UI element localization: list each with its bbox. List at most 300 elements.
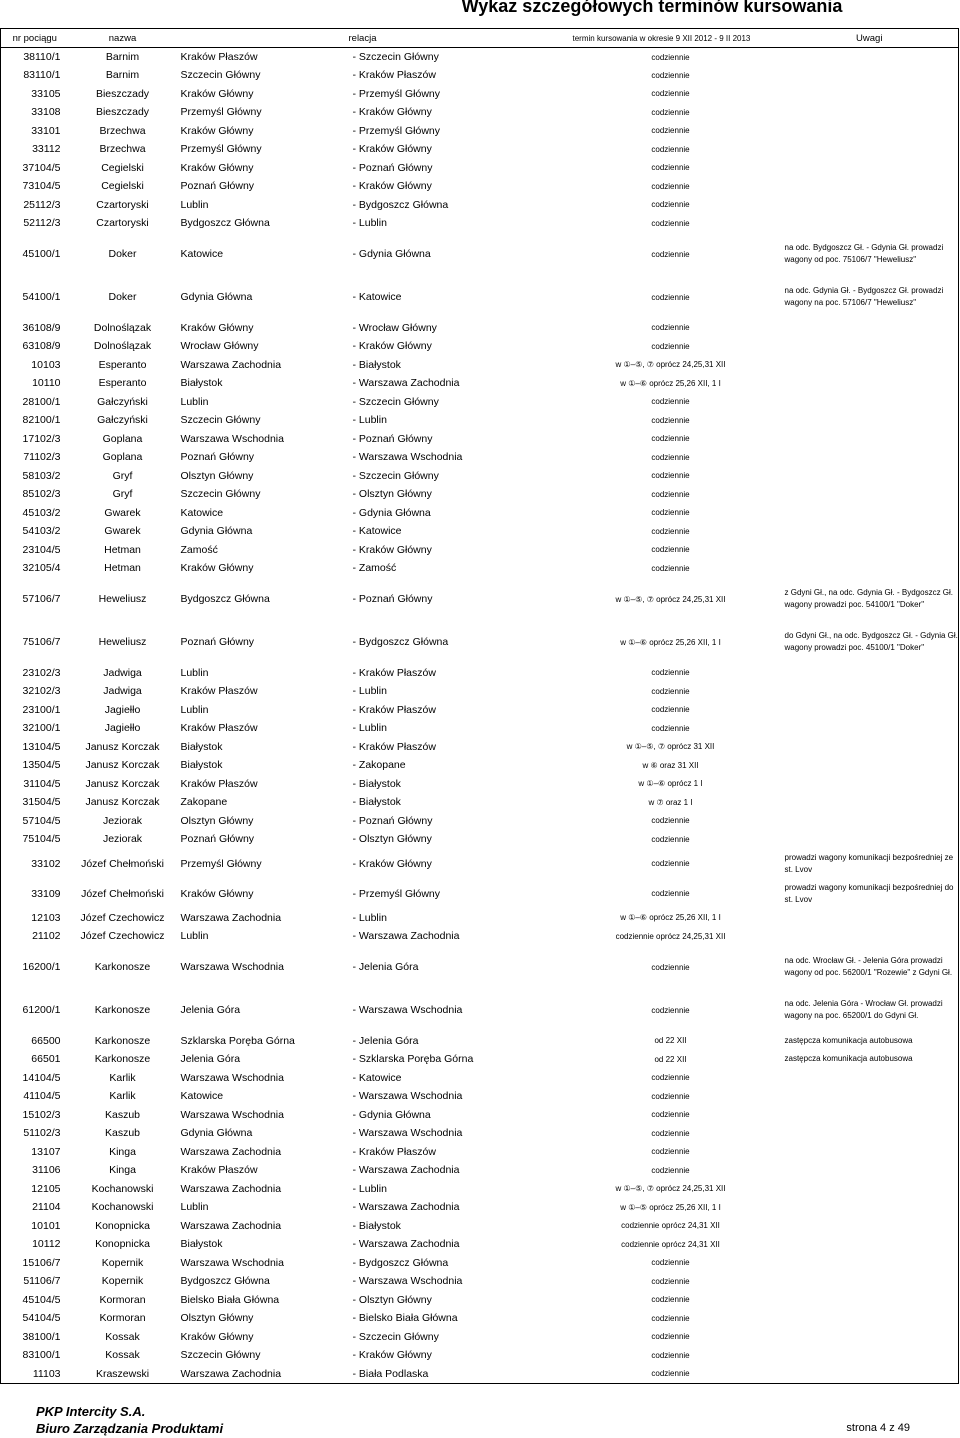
train-number: 21104 <box>1 1198 69 1217</box>
table-row <box>1 196 959 215</box>
route-from: Warszawa Zachodnia <box>180 358 282 371</box>
schedule-term: w ⑦ oraz 1 I <box>648 797 693 807</box>
route-to: - Gdynia Główna <box>352 248 431 260</box>
train-name: Konopnicka <box>95 1219 150 1232</box>
schedule-term: codziennie <box>651 1295 690 1305</box>
schedule-term: codziennie <box>651 563 690 573</box>
train-number: 45100/1 <box>1 233 69 276</box>
train-name: Kochanowski <box>91 1201 154 1214</box>
remarks: z Gdyni Gł., na odc. Gdynia Gł. - Bydgoszcz Gł. wagony prowadzi poc. 54100/1 "Doker" <box>781 578 959 621</box>
table-row <box>1 541 959 560</box>
remarks <box>781 522 959 541</box>
table-row <box>1 233 959 276</box>
train-number: 57106/7 <box>1 578 69 621</box>
schedule-term: w ①–⑥ oprócz 25,26 XII, 1 I <box>620 913 721 923</box>
schedule-term: codziennie <box>651 1165 690 1175</box>
route-from: Lublin <box>180 198 209 211</box>
train-number: 12103 <box>1 909 69 928</box>
route-to: - Katowice <box>352 291 402 303</box>
train-name: Kinga <box>109 1145 136 1158</box>
route-to: - Szczecin Główny <box>352 469 439 482</box>
schedule-term: w ⑥ oraz 31 XII <box>642 760 699 770</box>
schedule-term: codziennie <box>651 70 690 80</box>
schedule-term: codziennie <box>651 668 690 678</box>
route-to: - Warszawa Wschodnia <box>352 1275 463 1288</box>
route-from: Wrocław Główny <box>180 340 259 353</box>
table-row <box>1 559 959 578</box>
remarks <box>781 122 959 141</box>
route-to: - Katowice <box>352 525 402 538</box>
remarks <box>781 430 959 449</box>
train-number: 38100/1 <box>1 1328 69 1347</box>
table-row <box>1 1365 959 1384</box>
table-row <box>1 177 959 196</box>
route-from: Kraków Główny <box>180 887 254 900</box>
page-title: Wykaz szczegółowych terminów kursowania <box>461 0 843 16</box>
schedule-term: codziennie <box>651 686 690 696</box>
train-number: 33105 <box>1 85 69 104</box>
train-number: 25112/3 <box>1 196 69 215</box>
table-row <box>1 430 959 449</box>
route-from: Kraków Główny <box>180 562 254 575</box>
train-name: Kaszub <box>104 1108 141 1121</box>
train-number: 57104/5 <box>1 812 69 831</box>
train-number: 71102/3 <box>1 448 69 467</box>
remarks <box>781 393 959 412</box>
train-number: 12105 <box>1 1180 69 1199</box>
table-row <box>1 1235 959 1254</box>
route-to: - Kraków Płaszów <box>352 740 436 753</box>
train-number: 75106/7 <box>1 621 69 664</box>
remarks <box>781 467 959 486</box>
table-row <box>1 522 959 541</box>
schedule-term: codziennie <box>651 249 690 259</box>
remarks: do Gdyni Gł., na odc. Bydgoszcz Gł. - Gdynia Gł. wagony prowadzi poc. 45100/1 "Doker" <box>781 621 959 664</box>
table-row <box>1 756 959 775</box>
schedule-term: codziennie <box>651 1005 690 1015</box>
route-to: - Warszawa Wschodnia <box>352 1004 463 1016</box>
schedule-term: codziennie <box>651 489 690 499</box>
route-to: - Jelenia Góra <box>352 1034 419 1047</box>
table-row <box>1 1032 959 1051</box>
route-to: - Warszawa Zachodnia <box>352 1201 460 1214</box>
remarks <box>781 775 959 794</box>
table-row <box>1 830 959 849</box>
table-row <box>1 504 959 523</box>
train-number: 61200/1 <box>1 989 69 1032</box>
remarks <box>781 504 959 523</box>
header-uwagi: Uwagi <box>781 29 959 48</box>
route-from: Olsztyn Główny <box>180 469 254 482</box>
schedule-term: codziennie <box>651 452 690 462</box>
table-row <box>1 621 959 664</box>
schedule-term: codziennie <box>651 200 690 210</box>
table-header-row <box>1 29 959 48</box>
remarks <box>781 1106 959 1125</box>
train-name: Brzechwa <box>99 143 146 156</box>
route-from: Szczecin Główny <box>180 69 261 82</box>
table-row <box>1 1217 959 1236</box>
route-from: Kraków Płaszów <box>180 777 258 790</box>
route-from: Lublin <box>180 703 209 716</box>
train-name: Konopnicka <box>95 1238 150 1251</box>
train-number: 15102/3 <box>1 1106 69 1125</box>
route-from: Zamość <box>180 543 218 556</box>
route-to: - Lublin <box>352 1182 387 1195</box>
route-to: - Szklarska Poręba Górna <box>352 1053 474 1066</box>
header-termin: termin kursowania w okresie 9 XII 2012 - 9 II 2013 <box>561 29 781 48</box>
route-to: - Warszawa Wschodnia <box>352 1090 463 1103</box>
route-to: - Olsztyn Główny <box>352 1293 432 1306</box>
schedule-term: codziennie <box>651 341 690 351</box>
route-to: - Kraków Główny <box>352 143 432 156</box>
route-from: Kraków Główny <box>180 1330 254 1343</box>
remarks <box>781 485 959 504</box>
route-to: - Warszawa Wschodnia <box>352 1127 463 1140</box>
train-name: Karkonosze <box>94 961 151 973</box>
remarks <box>781 159 959 178</box>
route-to: - Białystok <box>352 796 401 809</box>
remarks: na odc. Bydgoszcz Gł. - Gdynia Gł. prowadzi wagony od poc. 75106/7 "Heweliusz" <box>781 233 959 276</box>
route-from: Lublin <box>180 395 209 408</box>
schedule-term: codziennie <box>651 889 690 898</box>
train-name: Gryf <box>112 469 133 482</box>
train-number: 32105/4 <box>1 559 69 578</box>
table-row <box>1 140 959 159</box>
route-to: - Białystok <box>352 777 401 790</box>
train-number: 58103/2 <box>1 467 69 486</box>
table-row <box>1 664 959 683</box>
route-to: - Przemyśl Główny <box>352 887 441 900</box>
route-to: - Biała Podlaska <box>352 1367 429 1380</box>
train-name: Janusz Korczak <box>85 796 160 809</box>
route-to: - Poznań Główny <box>352 593 433 605</box>
train-name: Kochanowski <box>91 1182 154 1195</box>
route-to: - Poznań Główny <box>352 814 433 827</box>
remarks <box>781 337 959 356</box>
schedule-term: codziennie <box>651 1369 690 1378</box>
schedule-term: codziennie <box>651 1276 690 1286</box>
route-from: Białystok <box>180 740 223 753</box>
train-number: 66501 <box>1 1050 69 1069</box>
train-number: 17102/3 <box>1 430 69 449</box>
train-name: Czartoryski <box>96 198 149 211</box>
train-number: 11103 <box>1 1365 69 1384</box>
remarks <box>781 1069 959 1088</box>
remarks <box>781 1272 959 1291</box>
route-to: - Bydgoszcz Główna <box>352 198 449 211</box>
route-to: - Kraków Główny <box>352 106 432 119</box>
route-from: Bydgoszcz Główna <box>180 1275 270 1288</box>
train-name: Kraszewski <box>95 1367 150 1380</box>
table-row <box>1 122 959 141</box>
schedule-term: codziennie <box>651 1332 690 1342</box>
train-name: Karkonosze <box>94 1004 151 1016</box>
route-to: - Warszawa Zachodnia <box>352 377 460 390</box>
schedule-term: codziennie <box>651 545 690 555</box>
schedule-term: codziennie <box>651 723 690 733</box>
table-row <box>1 849 959 879</box>
remarks <box>781 1161 959 1180</box>
train-number: 10112 <box>1 1235 69 1254</box>
train-name: Czartoryski <box>96 217 149 230</box>
remarks <box>781 1198 959 1217</box>
remarks <box>781 1217 959 1236</box>
schedule-term: codziennie <box>651 1091 690 1101</box>
schedule-term: codziennie oprócz 24,31 XII <box>621 1221 720 1231</box>
train-name: Dolnoślązak <box>93 340 152 353</box>
train-name: Goplana <box>102 432 143 445</box>
route-from: Białystok <box>180 377 223 390</box>
remarks: prowadzi wagony komunikacji bezpośredniej do st. Lvov <box>781 879 959 909</box>
table-row <box>1 738 959 757</box>
route-to: - Wrocław Główny <box>352 321 437 334</box>
remarks <box>781 1346 959 1365</box>
route-from: Gdynia Główna <box>180 1127 253 1140</box>
train-name: Jadwiga <box>103 666 142 679</box>
route-from: Lublin <box>180 930 209 943</box>
train-name: Józef Chełmoński <box>81 887 164 900</box>
route-from: Warszawa Wschodnia <box>180 432 284 445</box>
table-row <box>1 1198 959 1217</box>
table-row <box>1 356 959 375</box>
train-name: Dolnoślązak <box>93 321 152 334</box>
train-number: 13104/5 <box>1 738 69 757</box>
train-number: 54100/1 <box>1 276 69 319</box>
train-number: 33109 <box>1 879 69 909</box>
route-from: Szczecin Główny <box>180 488 261 501</box>
table-row <box>1 1106 959 1125</box>
train-number: 33102 <box>1 849 69 879</box>
route-from: Kraków Płaszów <box>180 722 258 735</box>
schedule-term: codziennie <box>651 471 690 481</box>
remarks <box>781 830 959 849</box>
route-from: Białystok <box>180 1238 223 1251</box>
table-row <box>1 1309 959 1328</box>
train-name: Karlik <box>109 1071 136 1084</box>
route-to: - Zakopane <box>352 759 406 772</box>
table-row <box>1 909 959 928</box>
table-row <box>1 719 959 738</box>
train-number: 83100/1 <box>1 1346 69 1365</box>
train-name: Kopernik <box>101 1256 144 1269</box>
remarks <box>781 1328 959 1347</box>
remarks <box>781 756 959 775</box>
remarks <box>781 682 959 701</box>
route-to: - Szczecin Główny <box>352 1330 439 1343</box>
route-from: Poznań Główny <box>180 451 255 464</box>
train-number: 45103/2 <box>1 504 69 523</box>
schedule-term: codziennie <box>651 218 690 228</box>
train-number: 10110 <box>1 374 69 393</box>
footer-page-number: strona 4 z 49 <box>846 1422 910 1434</box>
schedule-term: codziennie <box>651 962 690 972</box>
remarks: zastępcza komunikacja autobusowa <box>781 1050 959 1069</box>
train-name: Gałczyński <box>97 395 148 408</box>
train-number: 54104/5 <box>1 1309 69 1328</box>
train-number: 23100/1 <box>1 701 69 720</box>
route-from: Zakopane <box>180 796 228 809</box>
train-name: Karkonosze <box>94 1053 151 1066</box>
route-from: Kraków Płaszów <box>180 1164 258 1177</box>
remarks: prowadzi wagony komunikacji bezpośredniej ze st. Lvov <box>781 849 959 879</box>
schedule-term: codziennie <box>651 859 690 868</box>
train-name: Barnim <box>105 69 140 82</box>
train-number: 10103 <box>1 356 69 375</box>
schedule-term: codziennie <box>651 508 690 518</box>
table-row <box>1 1346 959 1365</box>
train-number: 31106 <box>1 1161 69 1180</box>
table-row <box>1 85 959 104</box>
remarks <box>781 1143 959 1162</box>
route-to: - Kraków Główny <box>352 180 432 193</box>
route-to: - Olsztyn Główny <box>352 488 432 501</box>
remarks <box>781 909 959 928</box>
route-from: Katowice <box>180 248 224 260</box>
route-to: - Bielsko Biała Główna <box>352 1312 458 1325</box>
train-name: Jadwiga <box>103 685 142 698</box>
table-row <box>1 682 959 701</box>
table-row <box>1 879 959 909</box>
table-row <box>1 946 959 989</box>
train-number: 23104/5 <box>1 541 69 560</box>
train-name: Janusz Korczak <box>85 740 160 753</box>
route-to: - Gdynia Główna <box>352 506 431 519</box>
train-number: 32100/1 <box>1 719 69 738</box>
route-to: - Olsztyn Główny <box>352 833 432 846</box>
route-to: - Poznań Główny <box>352 161 433 174</box>
route-from: Kraków Główny <box>180 87 254 100</box>
table-row <box>1 103 959 122</box>
route-from: Warszawa Zachodnia <box>180 1367 282 1380</box>
route-from: Kraków Płaszów <box>180 685 258 698</box>
train-name: Gałczyński <box>97 414 148 427</box>
route-to: - Bydgoszcz Główna <box>352 636 449 648</box>
schedule-table <box>0 28 959 1384</box>
schedule-term: codziennie <box>651 816 690 826</box>
route-to: - Białystok <box>352 1219 401 1232</box>
schedule-term: codziennie <box>651 323 690 333</box>
route-from: Poznań Główny <box>180 833 255 846</box>
table-row <box>1 1087 959 1106</box>
train-number: 38110/1 <box>1 48 69 67</box>
remarks <box>781 664 959 683</box>
table-row <box>1 1161 959 1180</box>
route-from: Jelenia Góra <box>180 1004 241 1016</box>
table-row <box>1 467 959 486</box>
train-number: 41104/5 <box>1 1087 69 1106</box>
train-name: Kinga <box>109 1164 136 1177</box>
schedule-term: od 22 XII <box>654 1036 687 1046</box>
remarks <box>781 319 959 338</box>
remarks <box>781 812 959 831</box>
route-from: Szklarska Poręba Górna <box>180 1034 295 1047</box>
route-from: Katowice <box>180 1090 224 1103</box>
train-name: Janusz Korczak <box>85 759 160 772</box>
route-to: - Warszawa Zachodnia <box>352 1238 460 1251</box>
table-row <box>1 793 959 812</box>
schedule-term: codziennie <box>651 144 690 154</box>
train-name: Józef Czechowicz <box>80 911 165 924</box>
train-name: Kossak <box>105 1330 140 1343</box>
route-from: Warszawa Zachodnia <box>180 1219 282 1232</box>
train-number: 16200/1 <box>1 946 69 989</box>
remarks <box>781 541 959 560</box>
schedule-term: od 22 XII <box>654 1054 687 1064</box>
route-to: - Kraków Główny <box>352 1349 432 1362</box>
route-to: - Lublin <box>352 911 387 924</box>
route-to: - Bydgoszcz Główna <box>352 1256 449 1269</box>
route-to: - Kraków Płaszów <box>352 69 436 82</box>
train-number: 32102/3 <box>1 682 69 701</box>
remarks <box>781 701 959 720</box>
train-name: Bieszczady <box>95 106 150 119</box>
route-to: - Szczecin Główny <box>352 51 439 63</box>
table-row <box>1 448 959 467</box>
train-name: Doker <box>108 291 137 303</box>
schedule-term: codziennie <box>651 1073 690 1083</box>
train-name: Gryf <box>112 488 133 501</box>
remarks <box>781 927 959 946</box>
route-from: Katowice <box>180 506 224 519</box>
remarks <box>781 214 959 233</box>
schedule-term: codziennie <box>651 126 690 136</box>
schedule-term: codziennie <box>651 1350 690 1360</box>
table-row <box>1 66 959 85</box>
footer-company: PKP Intercity S.A. <box>36 1404 146 1419</box>
table-row <box>1 337 959 356</box>
remarks <box>781 374 959 393</box>
route-from: Warszawa Wschodnia <box>180 1071 284 1084</box>
table-row <box>1 1050 959 1069</box>
header-relacja: relacja <box>177 29 561 48</box>
train-number: 33112 <box>1 140 69 159</box>
train-name: Jagiełło <box>104 703 141 716</box>
train-name: Hetman <box>104 543 141 556</box>
remarks <box>781 177 959 196</box>
schedule-term: w ①–⑤ oprócz 25,26 XII, 1 I <box>620 1202 721 1212</box>
train-number: 83110/1 <box>1 66 69 85</box>
train-name: Kormoran <box>99 1293 146 1306</box>
schedule-term: codziennie <box>651 1110 690 1120</box>
train-name: Barnim <box>105 51 140 63</box>
table-row <box>1 1124 959 1143</box>
schedule-term: w ①–⑤, ⑦ oprócz 24,25,31 XII <box>615 594 726 604</box>
route-to: - Szczecin Główny <box>352 395 439 408</box>
route-to: - Katowice <box>352 1071 402 1084</box>
train-name: Jeziorak <box>102 814 143 827</box>
schedule-term: codziennie <box>651 434 690 444</box>
remarks: na odc. Jelenia Góra - Wrocław Gł. prowadzi wagony na poc. 65200/1 do Gdyni Gł. <box>781 989 959 1032</box>
train-name: Cegielski <box>101 161 144 174</box>
table-row <box>1 1069 959 1088</box>
remarks <box>781 738 959 757</box>
route-from: Lublin <box>180 1201 209 1214</box>
schedule-term: codziennie <box>651 415 690 425</box>
table-row <box>1 276 959 319</box>
table-row <box>1 214 959 233</box>
remarks <box>781 411 959 430</box>
table-row <box>1 1143 959 1162</box>
remarks <box>781 1180 959 1199</box>
schedule-term: codziennie <box>651 107 690 117</box>
header-nazwa: nazwa <box>69 29 177 48</box>
train-number: 21102 <box>1 927 69 946</box>
schedule-term: codziennie <box>651 163 690 173</box>
route-from: Gdynia Główna <box>180 525 253 538</box>
table-row <box>1 319 959 338</box>
route-from: Warszawa Zachodnia <box>180 1182 282 1195</box>
